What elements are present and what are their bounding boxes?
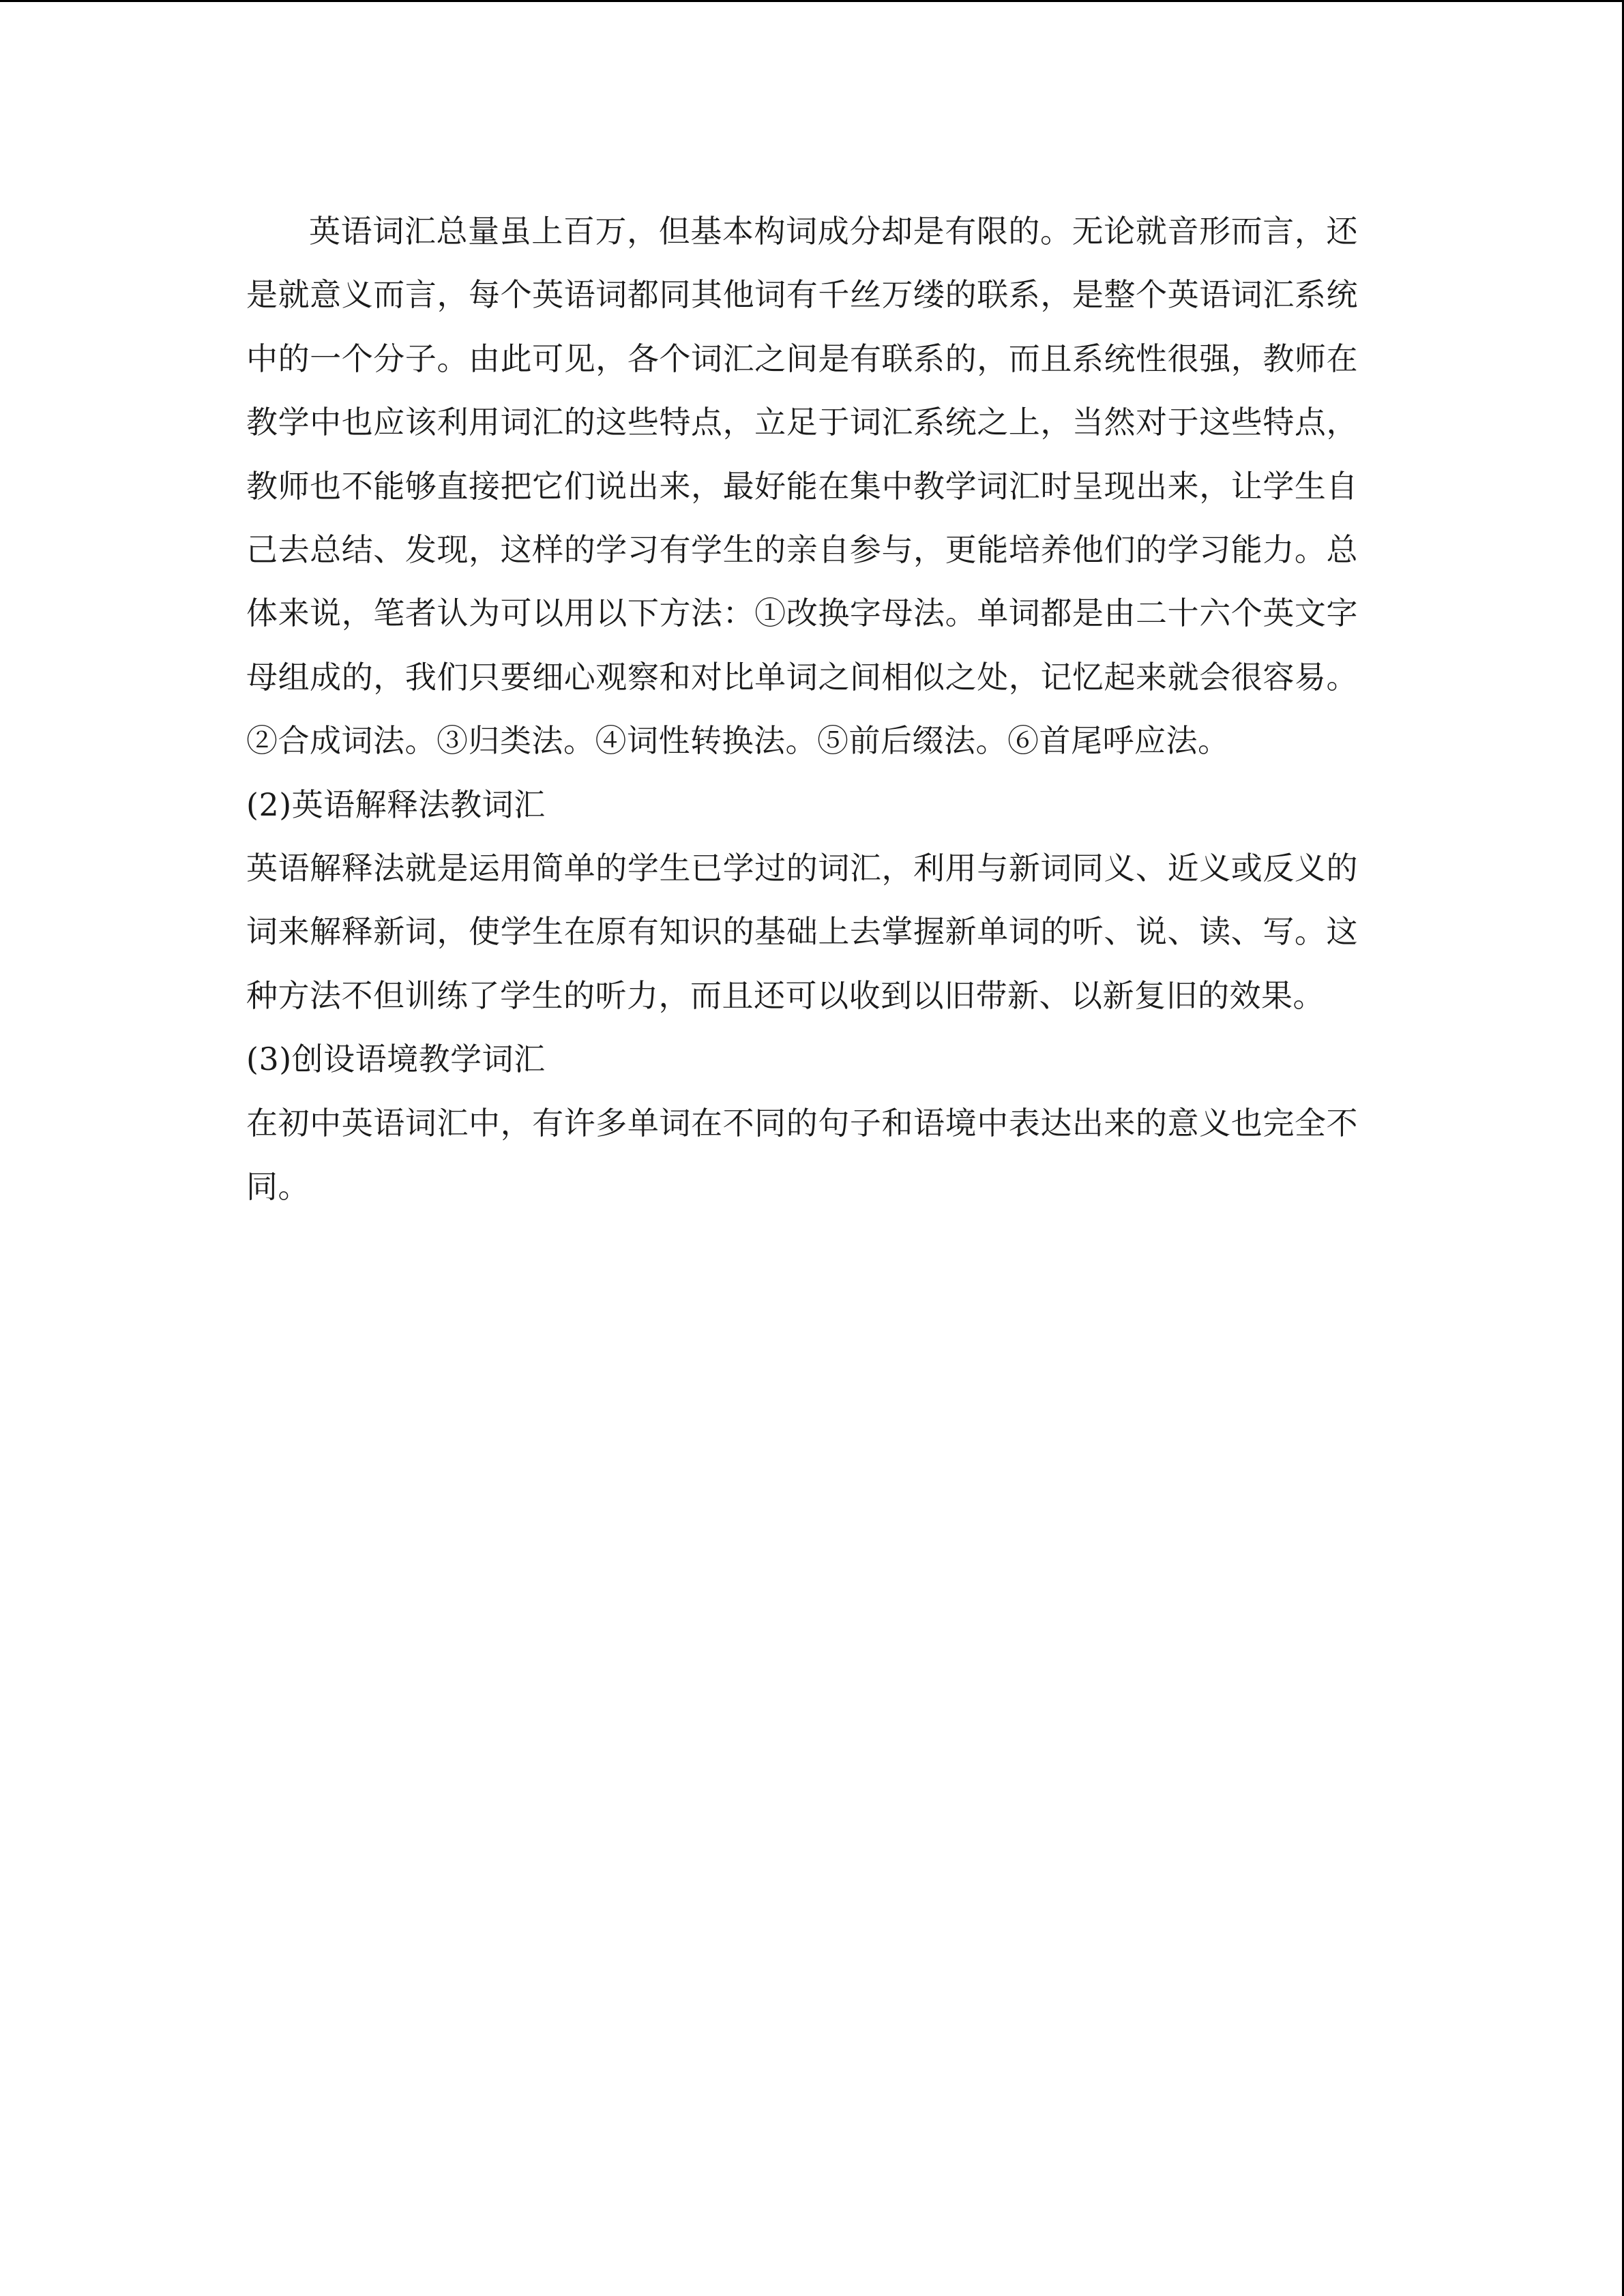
paragraph-english-explanation: 英语解释法就是运用简单的学生已学过的词汇，利用与新词同义、近义或反义的词来解释新词，使学生在原有知识的基础上去掌握新单词的听、说、读、写。这种方法不但训练了学生的听力，而且还可以收到以旧带新、以新复旧的效果。 — [246, 850, 1358, 1014]
paragraph-context-teaching: 在初中英语词汇中，有许多单词在不同的句子和语境中表达出来的意义也完全不同。 — [246, 1104, 1358, 1206]
section-heading-english-explanation: (2)英语解释法教词汇 — [246, 786, 546, 823]
section-heading-context-teaching: (3)创设语境教学词汇 — [246, 1041, 546, 1078]
document-body — [246, 200, 1358, 1219]
paragraph-vocabulary-methods: 英语词汇总量虽上百万，但基本构词成分却是有限的。无论就音形而言，还是就意义而言，每个英语词都同其他词有千丝万缕的联系，是整个英语词汇系统中的一个分子。由此可见，各个词汇之间是有联系的，而且系统性很强，教师在教学中也应该利用词汇的这些特点，立足于词汇系统之上，当然对于这些特点，教师也不能够直接把它们说出来，最好能在集中教学词汇时呈现出来，让学生自己去总结、发现，这样的学习有学生的亲自参与，更能培养他们的学习能力。总体来说，笔者认为可以用以下方法：①改换字母法。单词都是由二十六个英文字母组成的，我们只要细心观察和对比单词之间相似之处，记忆起来就会很容易。②合成词法。③归类法。④词性转换法。⑤前后缀法。⑥首尾呼应法。 — [246, 213, 1358, 760]
